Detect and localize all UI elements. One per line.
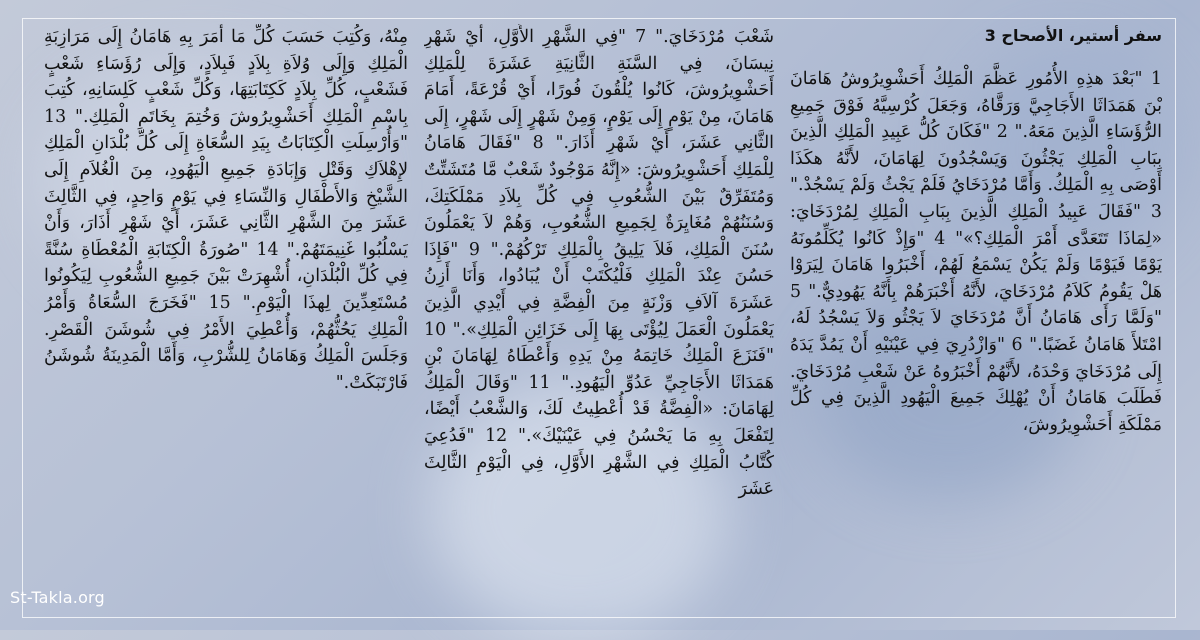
chapter-title: سفر أستير، الأصحاح 3	[984, 26, 1162, 45]
text-column-right	[790, 24, 1162, 614]
site-watermark: St-Takla.org	[10, 588, 105, 607]
verse-text-block: شَعْبَ مُرْدَخَايَ." 7 "فِي الشَّهْرِ الأَوَّلِ، أَيْ شَهْرِ نِيسَانَ، فِي السَّنَةِ الثَّانِيَةِ عَشَرَةَ لِلْمَلِكِ أَحَشْوِيرُوشَ، كَانُوا يُلْقُونَ فُورًا، أَيْ قُرْعَةً، أَمَامَ هَامَانَ، مِنْ يَوْمٍ إِلَى يَوْمٍ، وَمِنْ شَهْرٍ إِلَى شَهْرٍ، إِلَى الثَّانِي عَشَرَ، أَيْ شَهْرِ أَذَارَ." 8 "فَقَالَ هَامَانُ لِلْمَلِكِ أَحَشْوِيرُوشَ: «إِنَّهُ مَوْجُودٌ شَعْبٌ مَّا مُتَشَتِّتٌ وَمُتَفَرِّقٌ بَيْنَ الشُّعُوبِ فِي كُلِّ بِلاَدِ مَمْلَكَتِكَ، وَسُنَنُهُمْ مُغَايِرَةٌ لِجَمِيعِ الشُّعُوبِ، وَهُمْ لاَ يَعْمَلُونَ سُنَنَ الْمَلِكِ، فَلاَ يَلِيقُ بِالْمَلِكِ تَرْكُهُمْ." 9 "فَإِذَا حَسُنَ عِنْدَ الْمَلِكِ فَلْيُكْتَبْ أَنْ يُبَادُوا، وَأَنَا أَزِنُ عَشَرَةَ آلاَفِ وَزْنَةٍ مِنَ الْفِضَّةِ فِي أَيْدِي الَّذِينَ يَعْمَلُونَ الْعَمَلَ لِيُؤْتَى بِهَا إِلَى خَزَائِنِ الْمَلِكِ»." 10 "فَنَزَعَ الْمَلِكُ خَاتِمَهُ مِنْ يَدِهِ وَأَعْطَاهُ لِهَامَانَ بْنِ هَمَدَاثَا الأَجَاجِيِّ عَدُوِّ الْيَهُودِ." 11 "وَقَالَ الْمَلِكُ لِهَامَانَ: «الْفِضَّةُ قَدْ أُعْطِيتُ لَكَ، وَالشَّعْبُ أَيْضًا، لِتَفْعَلَ بِهِ مَا يَحْسُنُ فِي عَيْنَيْكَ»." 12 "فَدُعِيَ كُتَّابُ الْمَلِكِ فِي الشَّهْرِ الأَوَّلِ، فِي الْيَوْمِ الثَّالِثَ عَشَرَ	[424, 27, 774, 500]
verse-text-block: مِنْهُ، وَكُتِبَ حَسَبَ كُلِّ مَا أَمَرَ بِهِ هَامَانُ إِلَى مَرَازِبَةِ الْمَلِكِ وَإِلَى وُلاَةِ بِلاَدٍ فَبِلاَدٍ، وَإِلَى رُؤَسَاءِ شَعْبٍ فَشَعْبٍ، كُلِّ بِلاَدٍ كَكِتَابَتِهَا، وَكُلِّ شَعْبٍ كَلِسَانِهِ، كُتِبَ بِاسْمِ الْمَلِكِ أَحَشْوِيرُوشَ وَخُتِمَ بِخَاتَمِ الْمَلِكِ." 13 "وَأُرْسِلَتِ الْكِتَابَاتُ بِيَدِ السُّعَاةِ إِلَى كُلِّ بُلْدَانِ الْمَلِكِ لإِهْلاَكِ وَقَتْلِ وَإِبَادَةِ جَمِيعِ الْيَهُودِ، مِنَ الْغُلاَمِ إِلَى الشَّيْخِ وَالأَطْفَالِ وَالنِّسَاءِ فِي يَوْمٍ وَاحِدٍ، فِي الثَّالِثَ عَشَرَ مِنَ الشَّهْرِ الثَّانِي عَشَرَ، أَيْ شَهْرِ أَذَارَ، وَأَنْ يَسْلُبُوا غَنِيمَتَهُمْ." 14 "صُورَةُ الْكِتَابَةِ الْمُعْطَاةِ سُنَّةً فِي كُلِّ الْبُلْدَانِ، أُشْهِرَتْ بَيْنَ جَمِيعِ الشُّعُوبِ لِيَكُونُوا مُسْتَعِدِّينَ لِهذَا الْيَوْمِ." 15 "فَخَرَجَ السُّعَاةُ وَأَمْرُ الْمَلِكِ يَحُثُّهُمْ، وَأُعْطِيَ الأَمْرُ فِي شُوشَنَ الْقَصْرِ. وَجَلَسَ الْمَلِكُ وَهَامَانُ لِلشُّرْبِ، وَأَمَّا الْمَدِينَةُ شُوشَنُ فَارْتَبَكَتْ."	[44, 27, 408, 393]
text-column-middle	[424, 24, 774, 624]
text-column-left	[44, 24, 408, 544]
verse-text-block: 1 "بَعْدَ هذِهِ الأُمُورِ عَظَّمَ الْمَلِكُ أَحَشْوِيرُوشُ هَامَانَ بْنَ هَمَدَاثَا الأَجَاجِيَّ وَرَقَّاهُ، وَجَعَلَ كُرْسِيَّهُ فَوْقَ جَمِيعِ الرُّؤَسَاءِ الَّذِينَ مَعَهُ." 2 "فَكَانَ كُلُّ عَبِيدِ الْمَلِكِ الَّذِينَ بِبَابِ الْمَلِكِ يَجْثُونَ وَيَسْجُدُونَ لِهَامَانَ، لأَنَّهُ هكَذَا أَوْصَى بِهِ الْمَلِكُ. وَأَمَّا مُرْدَخَايُ فَلَمْ يَجْثُ وَلَمْ يَسْجُدْ." 3 "فَقَالَ عَبِيدُ الْمَلِكِ الَّذِينَ بِبَابِ الْمَلِكِ لِمُرْدَخَايَ: «لِمَاذَا تَتَعَدَّى أَمْرَ الْمَلِكِ؟»" 4 "وَإِذْ كَانُوا يُكَلِّمُونَهُ يَوْمًا فَيَوْمًا وَلَمْ يَكُنْ يَسْمَعُ لَهُمْ، أَخْبَرُوا هَامَانَ لِيَرَوْا هَلْ يَقُومُ كَلاَمُ مُرْدَخَايَ، لأَنَّهُ أَخْبَرَهُمْ بِأَنَّهُ يَهُودِيٌّ." 5 "وَلَمَّا رَأَى هَامَانُ أَنَّ مُرْدَخَايَ لاَ يَجْثُو وَلاَ يَسْجُدُ لَهُ، امْتَلأَ هَامَانُ غَضَبًا." 6 "وَازْدُرِيَ فِي عَيْنَيْهِ أَنْ يَمُدَّ يَدَهُ إِلَى مُرْدَخَايَ وَحْدَهُ، لأَنَّهُمْ أَخْبَرُوهُ عَنْ شَعْبِ مُرْدَخَايَ. فَطَلَبَ هَامَانُ أَنْ يُهْلِكَ جَمِيعَ الْيَهُودِ الَّذِينَ فِي كُلِّ مَمْلَكَةِ أَحَشْوِيرُوشَ،	[790, 69, 1162, 435]
